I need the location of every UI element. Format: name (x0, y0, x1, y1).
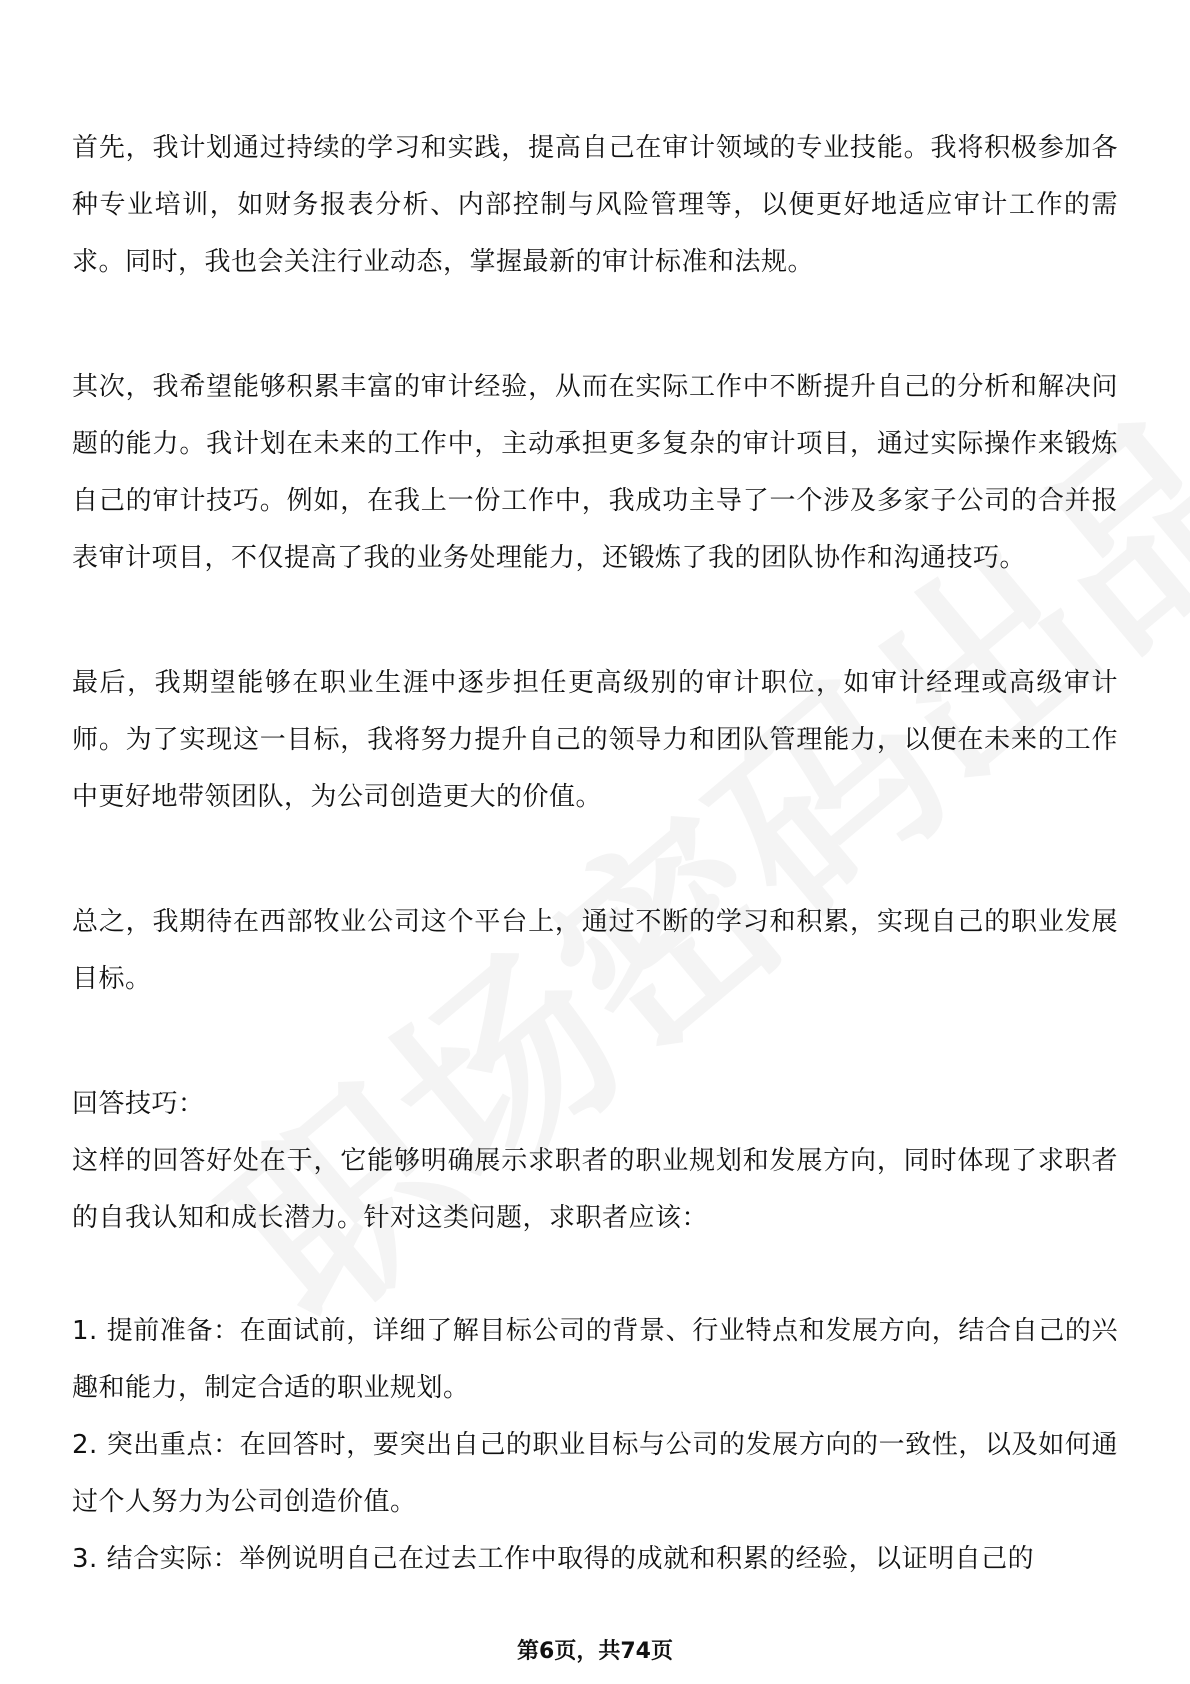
paragraph-career-goal: 最后，我期望能够在职业生涯中逐步担任更高级别的审计职位，如审计经理或高级审计师。为了实现这一目标，我将努力提升自己的领导力和团队管理能力，以便在未来的工作中更好地带领团队，为公司创造更大的价值。 (72, 668, 1118, 812)
tips-intro: 这样的回答好处在于，它能够明确展示求职者的职业规划和发展方向，同时体现了求职者的自我认知和成长潜力。针对这类问题，求职者应该： (72, 1146, 1118, 1233)
document-body (72, 120, 1118, 1588)
paragraph-skills: 首先，我计划通过持续的学习和实践，提高自己在审计领域的专业技能。我将积极参加各种专业培训，如财务报表分析、内部控制与风险管理等，以便更好地适应审计工作的需求。同时，我也会关注行业动态，掌握最新的审计标准和法规。 (72, 133, 1118, 277)
tips-item-1: 1. 提前准备：在面试前，详细了解目标公司的背景、行业特点和发展方向，结合自己的兴趣和能力，制定合适的职业规划。 (72, 1316, 1118, 1403)
tips-item-2: 2. 突出重点：在回答时，要突出自己的职业目标与公司的发展方向的一致性，以及如何通过个人努力为公司创造价值。 (72, 1430, 1118, 1517)
page-number: 第6页，共74页 (517, 1639, 673, 1664)
tips-heading: 回答技巧： (72, 1089, 205, 1119)
tips-item-3: 3. 结合实际：举例说明自己在过去工作中取得的成就和积累的经验，以证明自己的 (72, 1544, 1035, 1574)
paragraph-summary: 总之，我期待在西部牧业公司这个平台上，通过不断的学习和积累，实现自己的职业发展目标。 (72, 907, 1118, 994)
paragraph-experience: 其次，我希望能够积累丰富的审计经验，从而在实际工作中不断提升自己的分析和解决问题的能力。我计划在未来的工作中，主动承担更多复杂的审计项目，通过实际操作来锻炼自己的审计技巧。例如，在我上一份工作中，我成功主导了一个涉及多家子公司的合并报表审计项目，不仅提高了我的业务处理能力，还锻炼了我的团队协作和沟通技巧。 (72, 372, 1118, 573)
